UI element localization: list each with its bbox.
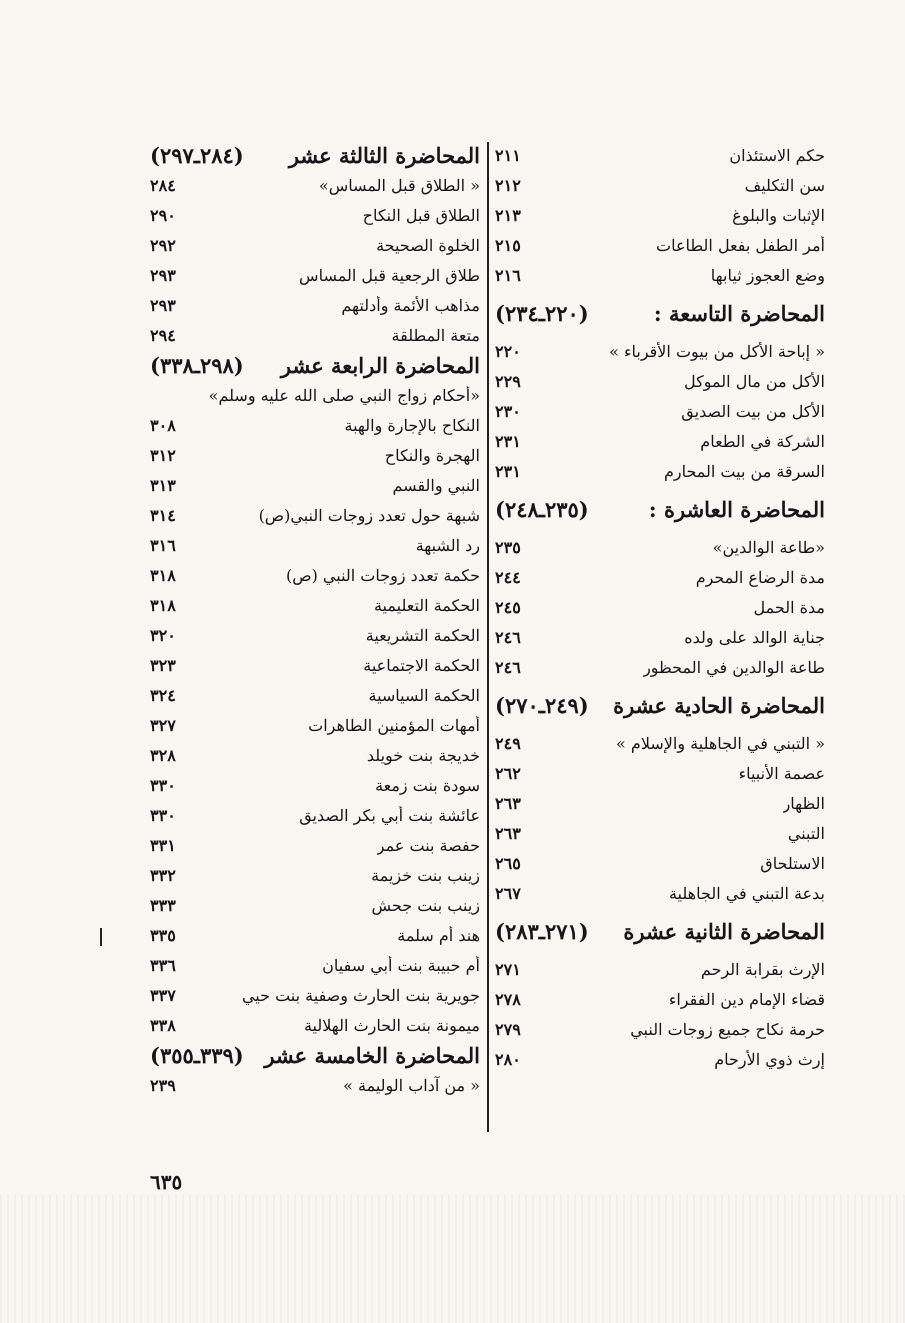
- section-page-range: (٢٣٥ـ٢٤٨): [495, 496, 589, 522]
- index-entry: [150, 260, 480, 290]
- entry-title: رد الشبهة: [415, 535, 480, 555]
- entry-page: ٢٦٣: [495, 793, 521, 813]
- entry-title: سن التكليف: [744, 175, 825, 195]
- index-entry: [495, 848, 825, 878]
- entry-page: ٢٣٩: [150, 1075, 176, 1095]
- entry-title: أمر الطفل بفعل الطاعات: [656, 235, 825, 255]
- index-entry: [150, 170, 480, 200]
- entry-page: ٣٣٣: [150, 895, 176, 915]
- index-entry: [495, 170, 825, 200]
- entry-title: الطلاق قبل النكاح: [362, 205, 480, 225]
- entry-title: حفصة بنت عمر: [376, 835, 480, 855]
- entry-page: ٢٢٩: [495, 371, 521, 391]
- entry-title: وضع العجوز ثيابها: [710, 265, 825, 285]
- entry-title: «أحكام زواج النبي صلى الله عليه وسلم»: [208, 385, 480, 405]
- index-entry: [495, 140, 825, 170]
- index-entry: [150, 680, 480, 710]
- entry-title: الأكل من مال الموكل: [684, 371, 825, 391]
- entry-title: أمهات المؤمنين الطاهرات: [308, 715, 480, 735]
- index-entry: [150, 710, 480, 740]
- index-entry: [150, 950, 480, 980]
- entry-page: ٢١٥: [495, 235, 521, 255]
- section-title: المحاضرة الثانية عشرة: [623, 918, 825, 944]
- index-entry: [150, 290, 480, 320]
- index-entry: [495, 336, 825, 366]
- index-entry: [150, 1070, 480, 1100]
- entry-page: ٢٦٣: [495, 823, 521, 843]
- section-heading: [150, 350, 480, 380]
- index-entry: [150, 860, 480, 890]
- section-page-range: (٢٢٠ـ٢٣٤): [495, 300, 589, 326]
- section-heading: [150, 1040, 480, 1070]
- entry-title: « من آداب الوليمة »: [343, 1075, 480, 1095]
- index-entry: [495, 758, 825, 788]
- entry-title: الأكل من بيت الصديق: [681, 401, 825, 421]
- index-entry: [495, 532, 825, 562]
- entry-title: «طاعة الوالدين»: [712, 537, 825, 557]
- index-entry: [495, 1044, 825, 1074]
- entry-title: سودة بنت زمعة: [375, 775, 480, 795]
- entry-title: جناية الوالد على ولده: [684, 627, 825, 647]
- index-entry: [150, 470, 480, 500]
- entry-page: ٣١٢: [150, 445, 176, 465]
- index-entry: [495, 200, 825, 230]
- entry-page: ٣٣٢: [150, 865, 176, 885]
- section-heading: [495, 908, 825, 954]
- section-title: المحاضرة الحادية عشرة: [613, 692, 825, 718]
- entry-title: بدعة التبني في الجاهلية: [668, 883, 825, 903]
- index-entry: [150, 230, 480, 260]
- entry-title: الإرث بقرابة الرحم: [700, 959, 825, 979]
- index-entry: [150, 830, 480, 860]
- index-entry: [495, 230, 825, 260]
- entry-title: قضاء الإمام دين الفقراء: [668, 989, 825, 1009]
- entry-title: « إباحة الأكل من بيوت الأقرباء »: [609, 341, 825, 361]
- entry-page: ٣٣٥: [150, 925, 176, 945]
- entry-page: ٣٣٧: [150, 985, 176, 1005]
- entry-page: ٢٩٢: [150, 235, 176, 255]
- entry-page: ٢٩٠: [150, 205, 176, 225]
- entry-page: ٣١٣: [150, 475, 176, 495]
- index-entry: [495, 622, 825, 652]
- entry-page: ٣٢٣: [150, 655, 176, 675]
- entry-page: ٢٩٣: [150, 265, 176, 285]
- entry-page: ٣٣٠: [150, 805, 176, 825]
- entry-page: ٢٢٠: [495, 341, 521, 361]
- index-entry: [495, 260, 825, 290]
- entry-page: ٣٢٤: [150, 685, 176, 705]
- index-entry: [495, 818, 825, 848]
- index-entry: [495, 592, 825, 622]
- entry-title: حرمة نكاح جميع زوجات النبي: [630, 1019, 825, 1039]
- index-entry: [150, 650, 480, 680]
- entry-title: الهجرة والنكاح: [384, 445, 480, 465]
- entry-page: ٢٩٤: [150, 325, 176, 345]
- entry-title: الحكمة الاجتماعية: [363, 655, 480, 675]
- entry-page: ٢٩٣: [150, 295, 176, 315]
- entry-page: ٢١١: [495, 145, 521, 165]
- entry-page: ٢٨٤: [150, 175, 176, 195]
- entry-page: ٣٢٧: [150, 715, 176, 735]
- entry-page: ٣٢٨: [150, 745, 176, 765]
- index-entry: [495, 1014, 825, 1044]
- index-column-right: [495, 140, 825, 1074]
- index-entry: [495, 562, 825, 592]
- index-entry: [150, 1010, 480, 1040]
- entry-title: ميمونة بنت الحارث الهلالية: [303, 1015, 480, 1035]
- section-title: المحاضرة الرابعة عشر: [280, 352, 480, 378]
- section-page-range: (٢٤٩ـ٢٧٠): [495, 692, 589, 718]
- entry-page: ٢٤٩: [495, 733, 521, 753]
- entry-title: عائشة بنت أبي بكر الصديق: [299, 805, 480, 825]
- entry-title: طلاق الرجعية قبل المساس: [299, 265, 480, 285]
- index-entry: [495, 728, 825, 758]
- entry-page: ٣١٨: [150, 565, 176, 585]
- index-entry: [150, 320, 480, 350]
- entry-title: متعة المطلقة: [391, 325, 480, 345]
- index-entry: [150, 200, 480, 230]
- entry-title: خديجة بنت خويلد: [366, 745, 480, 765]
- entry-page: ٢٤٥: [495, 597, 521, 617]
- entry-title: التبني: [787, 823, 825, 843]
- index-entry: [150, 530, 480, 560]
- entry-title: حكمة تعدد زوجات النبي (ص): [285, 565, 480, 585]
- index-entry: [495, 456, 825, 486]
- entry-title: هند أم سلمة: [397, 925, 480, 945]
- entry-title: جويرية بنت الحارث وصفية بنت حيي: [241, 985, 480, 1005]
- index-entry: [150, 620, 480, 650]
- entry-title: الحكمة التشريعية: [365, 625, 480, 645]
- index-entry: [150, 770, 480, 800]
- index-entry: [150, 740, 480, 770]
- section-page-range: (٢٧١ـ٢٨٣): [495, 918, 589, 944]
- index-column-left: [150, 140, 480, 1100]
- entry-page: ٣٢٠: [150, 625, 176, 645]
- entry-page: ٢٦٧: [495, 883, 521, 903]
- entry-title: « التبني في الجاهلية والإسلام »: [616, 733, 825, 753]
- section-heading: [150, 140, 480, 170]
- entry-title: « الطلاق قبل المساس»: [318, 175, 480, 195]
- entry-page: ٢٣٥: [495, 537, 521, 557]
- index-entry: [495, 652, 825, 682]
- entry-page: ٢٣١: [495, 461, 521, 481]
- section-title: المحاضرة العاشرة :: [648, 496, 825, 522]
- index-entry: [495, 426, 825, 456]
- entry-page: ٢١٦: [495, 265, 521, 285]
- index-entry: [495, 396, 825, 426]
- entry-title: طاعة الوالدين في المحظور: [643, 657, 825, 677]
- entry-title: إرث ذوي الأرحام: [714, 1049, 825, 1069]
- entry-page: ٢٤٤: [495, 567, 521, 587]
- section-page-range: (٢٨٤ـ٢٩٧): [150, 142, 244, 168]
- section-heading: [495, 290, 825, 336]
- index-entry: [495, 984, 825, 1014]
- entry-page: ٣٣٠: [150, 775, 176, 795]
- scan-noise: [0, 1195, 905, 1323]
- section-title: المحاضرة الخامسة عشر: [264, 1042, 480, 1068]
- entry-title: الشركة في الطعام: [700, 431, 825, 451]
- index-entry: [150, 920, 480, 950]
- index-entry: [495, 366, 825, 396]
- entry-page: ٢٤٦: [495, 657, 521, 677]
- entry-page: ٣٣٨: [150, 1015, 176, 1035]
- index-entry: [495, 954, 825, 984]
- entry-title: النبي والقسم: [392, 475, 480, 495]
- entry-page: ٢٦٥: [495, 853, 521, 873]
- column-divider: [487, 142, 489, 1132]
- index-entry: [150, 410, 480, 440]
- entry-page: ٢١٢: [495, 175, 521, 195]
- entry-title: زينب بنت خزيمة: [371, 865, 480, 885]
- entry-page: ٢٨٠: [495, 1049, 521, 1069]
- index-entry: [495, 878, 825, 908]
- entry-title: عصمة الأنبياء: [738, 763, 825, 783]
- entry-page: ٢٧٨: [495, 989, 521, 1009]
- entry-page: ٢٤٦: [495, 627, 521, 647]
- index-entry: [150, 980, 480, 1010]
- section-title: المحاضرة الثالثة عشر: [288, 142, 480, 168]
- entry-page: ٢٧١: [495, 959, 521, 979]
- entry-title: أم حبيبة بنت أبي سفيان: [322, 955, 480, 975]
- index-entry: [495, 788, 825, 818]
- index-entry: [150, 440, 480, 470]
- index-entry: [150, 890, 480, 920]
- entry-page: ٣٠٨: [150, 415, 176, 435]
- entry-title: السرقة من بيت المحارم: [663, 461, 825, 481]
- entry-title: شبهة حول تعدد زوجات النبي(ص): [258, 505, 480, 525]
- entry-title: مدة الرضاع المحرم: [695, 567, 825, 587]
- index-entry: [150, 590, 480, 620]
- index-entry: [150, 500, 480, 530]
- section-page-range: (٢٩٨ـ٣٣٨): [150, 352, 244, 378]
- section-heading: [495, 486, 825, 532]
- entry-page: ٢٦٢: [495, 763, 521, 783]
- entry-page: ٣٣٦: [150, 955, 176, 975]
- entry-title: زينب بنت جحش: [371, 895, 480, 915]
- entry-page: ٢٧٩: [495, 1019, 521, 1039]
- entry-title: حكم الاستئذان: [729, 145, 825, 165]
- entry-title: الإثبات والبلوغ: [732, 205, 825, 225]
- entry-title: الاستلحاق: [760, 853, 825, 873]
- entry-title: مذاهب الأئمة وأدلتهم: [341, 295, 480, 315]
- entry-title: الحكمة السياسية: [368, 685, 480, 705]
- index-entry: [150, 380, 480, 410]
- section-title: المحاضرة التاسعة :: [653, 300, 825, 326]
- entry-page: ٣١٨: [150, 595, 176, 615]
- entry-title: الخلوة الصحيحة: [376, 235, 480, 255]
- entry-page: ٢٣١: [495, 431, 521, 451]
- index-entry: [150, 800, 480, 830]
- entry-title: الظهار: [782, 793, 825, 813]
- section-page-range: (٣٣٩ـ٣٥٥): [150, 1042, 244, 1068]
- entry-page: ٢١٣: [495, 205, 521, 225]
- entry-title: النكاح بالإجارة والهبة: [344, 415, 480, 435]
- index-entry: [150, 560, 480, 590]
- margin-mark: [100, 928, 102, 946]
- entry-page: ٣٣١: [150, 835, 176, 855]
- section-heading: [495, 682, 825, 728]
- entry-title: مدة الحمل: [753, 597, 825, 617]
- entry-page: ٣١٦: [150, 535, 176, 555]
- entry-title: الحكمة التعليمية: [373, 595, 480, 615]
- entry-page: ٢٣٠: [495, 401, 521, 421]
- page-number: ٦٣٥: [150, 1170, 183, 1194]
- entry-page: ٣١٤: [150, 505, 176, 525]
